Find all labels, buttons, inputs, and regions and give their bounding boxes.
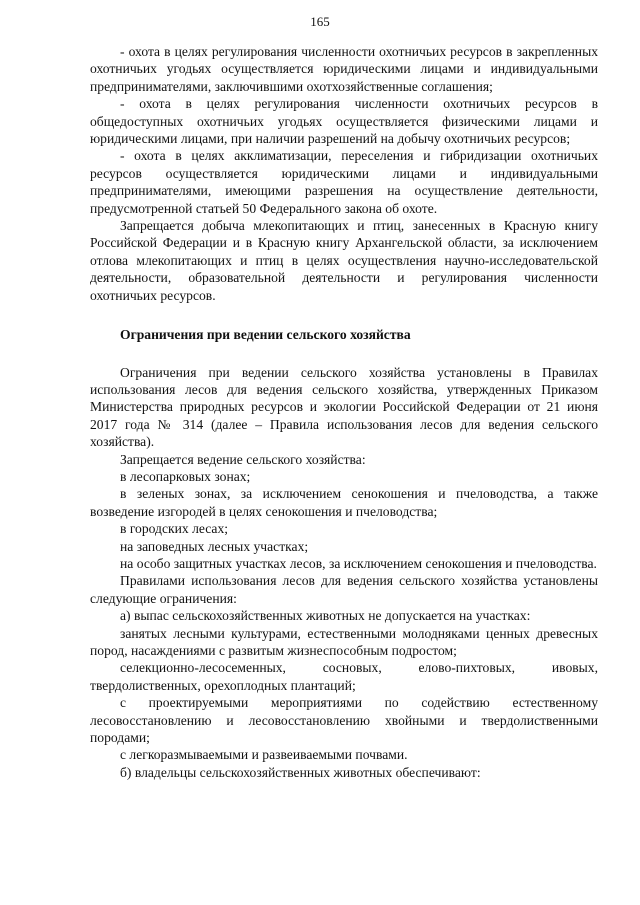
paragraph: Правилами использования лесов для ведения сельского хозяйства установлены следующие ограничения: [90,573,598,606]
list-item: селекционно-лесосеменных, сосновых, елово-пихтовых, ивовых, твердолиственных, орехоплодных плантаций; [90,660,598,693]
paragraph: Запрещается ведение сельского хозяйства: [120,451,366,467]
paragraph: Запрещается добыча млекопитающих и птиц, занесенных в Красную книгу Российской Федерации и в Красную книгу Архангельской области, за исключением отлова млекопитающих и птиц в целях осуществления научно-исследовательской деятельности, образовательной деятельности и регулирования численности охотничьих ресурсов. [90,218,598,303]
paragraph: - охота в целях акклиматизации, переселения и гибридизации охотничьих ресурсов осуществляется юридическими лицами и индивидуальными предпринимателями, имеющими разрешения на осуществление деятельности, предусмотренной статьей 50 Федерального закона об охоте. [90,148,598,216]
page-number: 165 [310,14,330,29]
list-item: с проектируемыми мероприятиями по содействию естественному лесовосстановлению и лесовосстановлению хвойными и твердолиственными породами; [90,695,598,746]
list-item: в зеленых зонах, за исключением сенокошения и пчеловодства, а также возведение изгородей в целях сенокошения и пчеловодства; [90,486,598,519]
document-body [90,43,598,781]
list-item: с легкоразмываемыми и развеиваемыми почвами. [120,747,408,763]
list-item: занятых лесными культурами, естественными молодняками ценных древесных пород, насаждениями с развитым жизнеспособным подростом; [90,625,598,658]
list-item: в лесопарковых зонах; [120,468,251,484]
paragraph: - охота в целях регулирования численности охотничьих ресурсов в закрепленных охотничьих угодьях осуществляется юридическими лицами и индивидуальными предпринимателями, заключившими охотхозяйственные соглашения; [90,44,598,94]
list-item: а) выпас сельскохозяйственных животных не допускается на участках: [120,608,531,624]
list-item: в городских лесах; [120,521,229,537]
paragraph: Ограничения при ведении сельского хозяйства установлены в Правилах использования лесов для ведения сельского хозяйства, утвержденных Приказом Министерства природных ресурсов и экологии Российской Федерации от 21 июня 2017 года № 314 (далее – Правила использования лесов для ведения сельского хозяйства). [90,364,598,450]
list-item: б) владельцы сельскохозяйственных животных обеспечивают: [120,764,481,780]
list-item: на заповедных лесных участках; [120,538,309,554]
list-item: на особо защитных участках лесов, за исключением сенокошения и пчеловодства. [120,555,597,571]
paragraph: - охота в целях регулирования численности охотничьих ресурсов в общедоступных охотничьих угодьях осуществляется физическими лицами и юридическими лицами, при наличии разрешений на добычу охотничьих ресурсов; [90,96,598,147]
section-heading: Ограничения при ведении сельского хозяйства [120,327,411,343]
